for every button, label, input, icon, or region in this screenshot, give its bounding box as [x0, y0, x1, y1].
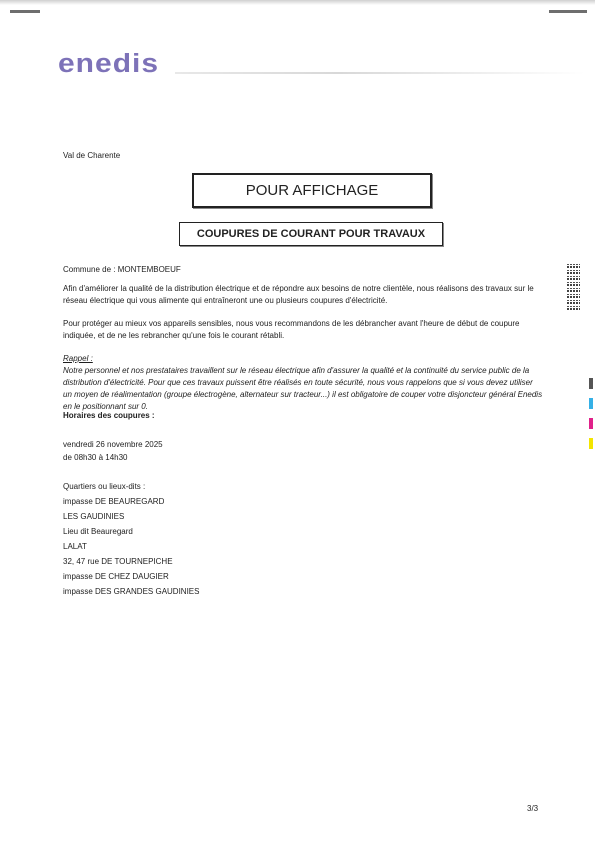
reminder-label: Rappel : [63, 354, 93, 363]
scan-mark-right [549, 10, 587, 13]
scan-edge-shadow [0, 0, 595, 5]
area-item: Lieu dit Beauregard [63, 527, 133, 536]
color-mark-cyan [589, 398, 593, 409]
enedis-logo: enedis [58, 50, 160, 79]
scan-mark-left [10, 10, 40, 13]
area-item: LALAT [63, 542, 87, 551]
area-item: 32, 47 rue DE TOURNEPICHE [63, 557, 173, 566]
outage-time: de 08h30 à 14h30 [63, 453, 128, 462]
page-subtitle: COUPURES DE COURANT POUR TRAVAUX [179, 222, 443, 246]
datamatrix-code [567, 262, 580, 310]
advice-paragraph: Pour protéger au mieux vos appareils sensibles, nous vous recommandons de les débrancher avant l'heure de début de coupure indiquée, et de ne les rebrancher qu'une fois le courant rétabli. [63, 319, 520, 340]
outage-date: vendredi 26 novembre 2025 [63, 440, 163, 449]
commune-line: Commune de : MONTEMBOEUF [63, 265, 181, 274]
color-mark-yellow [589, 438, 593, 449]
areas-heading: Quartiers ou lieux-dits : [63, 482, 146, 491]
area-item: impasse DES GRANDES GAUDINIES [63, 587, 200, 596]
header-rule [175, 72, 585, 74]
page-title: POUR AFFICHAGE [192, 173, 432, 208]
reminder-text: Notre personnel et nos prestataires travaillent sur le réseau électrique afin d'assurer la qualité et la continuité du service public de la distribution d'électricité. Pour que ces travaux puissent être réalisés en toute sécurité, nous vous rappelons que si vous devez utiliser un moyen de réalimentation (groupe électrogène, alternateur sur tracteur...) il est obligatoire de couper votre disjoncteur général Enedis en le positionnant sur 0. [63, 366, 543, 411]
area-item: impasse DE BEAUREGARD [63, 497, 165, 506]
region-label: Val de Charente [63, 151, 121, 160]
color-mark-magenta [589, 418, 593, 429]
page-number: 3/3 [527, 804, 539, 813]
area-item: LES GAUDINIES [63, 512, 125, 521]
intro-paragraph: Afin d'améliorer la qualité de la distribution électrique et de répondre aux besoins de notre clientèle, nous réalisons des travaux sur le réseau électrique qui vous alimente qui entraîneront une ou plusieurs coupures d'électricité. [63, 284, 534, 305]
color-mark-black [589, 378, 593, 389]
schedule-heading: Horaires des coupures : [63, 411, 155, 420]
areas-list [63, 496, 543, 601]
reminder-block [63, 353, 543, 413]
area-item: impasse DE CHEZ DAUGIER [63, 572, 169, 581]
